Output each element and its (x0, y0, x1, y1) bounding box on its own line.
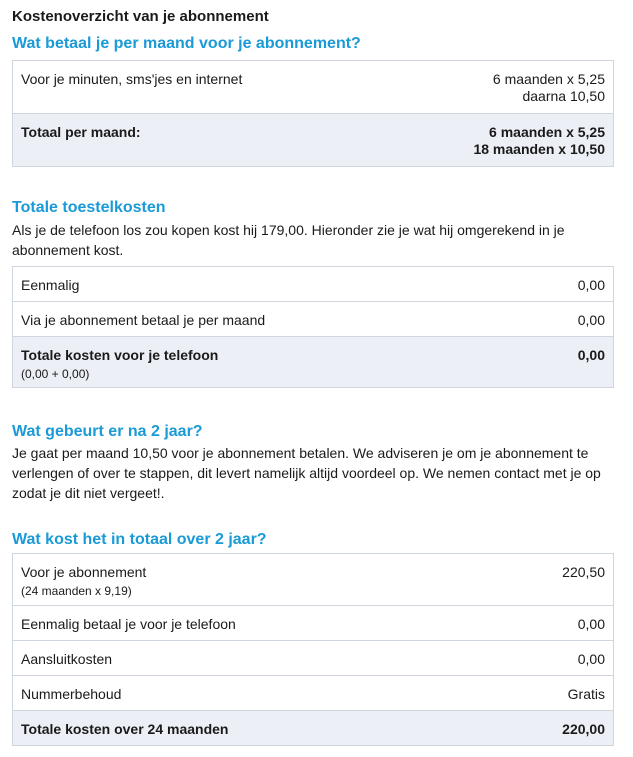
total-cost-table (12, 553, 614, 746)
table-row (13, 606, 613, 641)
table-row (13, 676, 613, 711)
table-row (13, 302, 613, 337)
after-heading: Wat gebeurt er na 2 jaar? (12, 423, 203, 440)
table-total-row (13, 711, 613, 745)
row-value: 220,50 (562, 564, 605, 580)
row-label-text: Voor je abonnement (21, 564, 147, 580)
table-total-row (13, 114, 613, 166)
table-total-row (13, 337, 613, 387)
row-value: 0,00 (577, 616, 605, 632)
row-label: Eenmalig betaal je voor je telefoon (21, 616, 236, 632)
table-row (13, 267, 613, 302)
total-value-line1: 6 maanden x 5,25 (489, 124, 605, 140)
row-label: Voor je minuten, sms'jes en internet (21, 71, 243, 87)
row-value: 0,00 (577, 651, 605, 667)
table-row (13, 554, 613, 606)
total-value-line2: 18 maanden x 10,50 (473, 141, 605, 157)
row-value-line2: daarna 10,50 (522, 88, 605, 104)
row-sub: (24 maanden x 9,19) (21, 584, 132, 598)
monthly-heading: Wat betaal je per maand voor je abonnement? (12, 35, 361, 52)
total-value (473, 124, 605, 158)
table-row (13, 61, 613, 114)
monthly-table (12, 60, 614, 167)
page-title: Kostenoverzicht van je abonnement (12, 8, 269, 25)
row-label: Aansluitkosten (21, 651, 113, 667)
device-paragraph: Als je de telefoon los zou kopen kost hij 179,00. Hieronder zie je wat hij omgerekend in je abonnement kost. (12, 222, 565, 258)
total-sub: (0,00 + 0,00) (21, 367, 90, 381)
row-label: Via je abonnement betaal je per maand (21, 312, 266, 328)
table-row (13, 641, 613, 676)
row-label: Nummerbehoud (21, 686, 122, 702)
total-label-text: Totale kosten voor je telefoon (21, 347, 219, 363)
after-paragraph: Je gaat per maand 10,50 voor je abonnement betalen. We adviseren je om je abonnement te verlengen of over te stappen, dit levert namelijk altijd voordeel op. We nemen contact met je op zodat je dit niet vergeet!. (12, 445, 601, 501)
total-label: Totaal per maand: (21, 124, 141, 140)
total-value: 220,00 (562, 721, 605, 737)
total-cost-heading: Wat kost het in totaal over 2 jaar? (12, 531, 267, 548)
device-heading: Totale toestelkosten (12, 199, 166, 216)
row-value: 0,00 (577, 312, 605, 328)
total-value: 0,00 (577, 347, 605, 363)
row-value: Gratis (567, 686, 605, 702)
row-value-line1: 6 maanden x 5,25 (492, 71, 605, 87)
device-table (12, 266, 614, 388)
row-value: 0,00 (577, 277, 605, 293)
total-label (21, 347, 218, 383)
row-label: Eenmalig (21, 277, 80, 293)
row-value (493, 71, 605, 105)
row-label (21, 564, 146, 600)
total-label: Totale kosten over 24 maanden (21, 721, 229, 737)
